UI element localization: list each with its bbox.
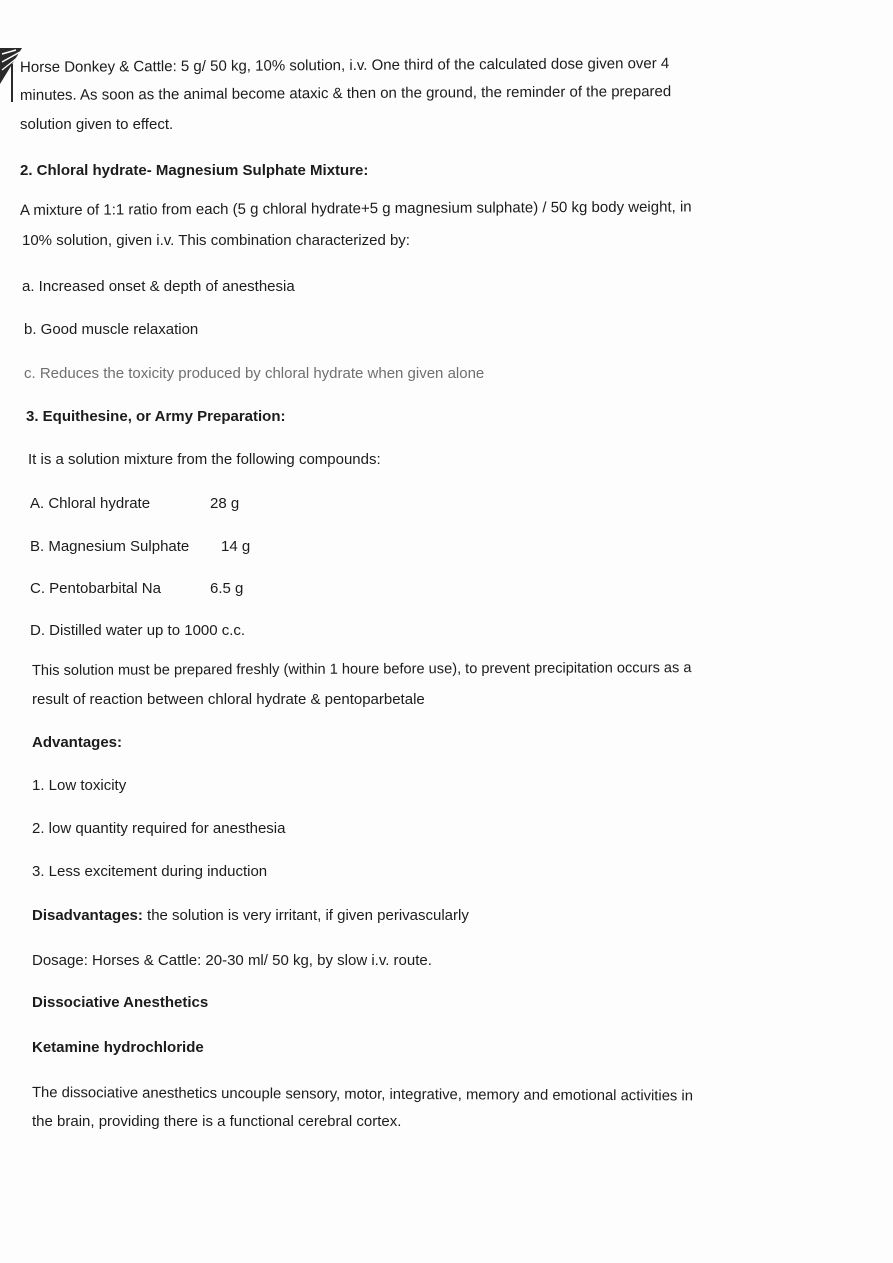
disadvantages-label: Disadvantages: <box>32 907 143 924</box>
compound-name: A. Chloral hydrate <box>30 495 151 512</box>
compound-name: B. Magnesium Sulphate <box>30 538 190 555</box>
section2-para-line-2: 10% solution, given i.v. This combination characterized by: <box>22 232 410 249</box>
dosage-line: Dosage: Horses & Cattle: 20-30 ml/ 50 kg, by slow i.v. route. <box>32 952 432 969</box>
disadvantages-text: the solution is very irritant, if given perivascularly <box>142 907 469 924</box>
compound-name: D. Distilled water up to 1000 c.c. <box>30 622 246 639</box>
intro-line-2: minutes. As soon as the animal become ataxic & then on the ground, the reminder of the prepared <box>19 83 672 104</box>
section2-item: b. Good muscle relaxation <box>24 321 199 338</box>
intro-line-1: Horse Donkey & Cattle: 5 g/ 50 kg, 10% solution, i.v. One third of the calculated dose given over 4 <box>19 55 670 76</box>
section3-intro: It is a solution mixture from the following compounds: <box>28 451 381 468</box>
dissociative-heading: Dissociative Anesthetics <box>32 994 209 1011</box>
advantage-item: 2. low quantity required for anesthesia <box>32 820 286 837</box>
advantage-item: 1. Low toxicity <box>32 777 127 794</box>
disadvantages-line <box>32 906 469 925</box>
compound-amount: 6.5 g <box>210 580 244 597</box>
compound-name: C. Pentobarbital Na <box>30 580 161 597</box>
section3-note-line-2: result of reaction between chloral hydrate & pentoparbetale <box>32 691 425 708</box>
section2-item: c. Reduces the toxicity produced by chloral hydrate when given alone <box>24 365 485 382</box>
advantages-heading: Advantages: <box>32 734 123 751</box>
section3-note-line-1: This solution must be prepared freshly (within 1 houre before use), to prevent precipitation occurs as a <box>31 660 692 679</box>
compound-amount: 14 g <box>221 538 251 555</box>
section2-item: a. Increased onset & depth of anesthesia <box>22 278 295 295</box>
dissociative-para-line-2: the brain, providing there is a functional cerebral cortex. <box>32 1113 402 1130</box>
section2-heading: 2. Chloral hydrate- Magnesium Sulphate Mixture: <box>20 162 369 179</box>
dissociative-para-line-1: The dissociative anesthetics uncouple sensory, motor, integrative, memory and emotional activities in <box>31 1085 694 1105</box>
compound-amount: 28 g <box>210 495 240 512</box>
intro-line-3: solution given to effect. <box>20 116 174 133</box>
ketamine-heading: Ketamine hydrochloride <box>32 1039 204 1056</box>
section2-para-line-1: A mixture of 1:1 ratio from each (5 g chloral hydrate+5 g magnesium sulphate) / 50 kg body weight, in <box>19 198 692 219</box>
advantage-item: 3. Less excitement during induction <box>32 863 268 880</box>
section3-heading: 3. Equithesine, or Army Preparation: <box>26 408 286 425</box>
